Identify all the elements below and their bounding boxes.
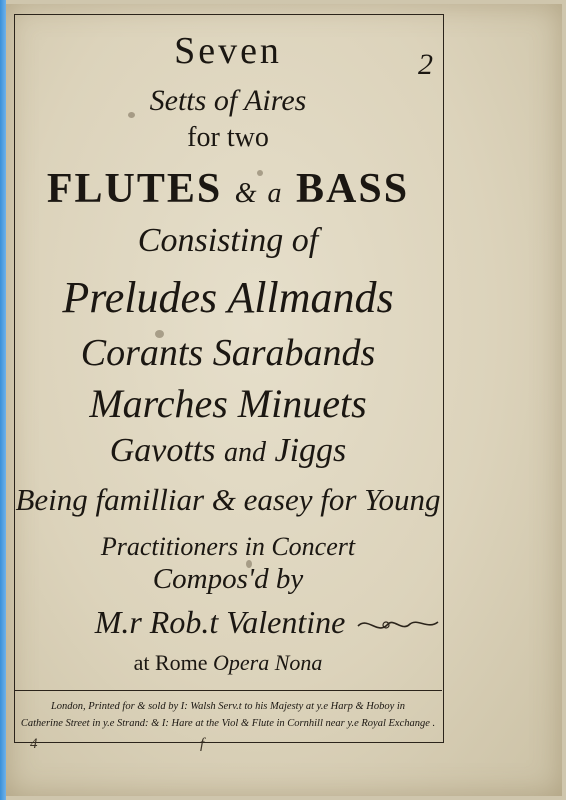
bottom-mark-left: 4	[30, 736, 38, 752]
title-and-a: & a	[234, 178, 284, 209]
title-gavotts: Gavotts	[109, 432, 216, 469]
opera: Opera	[213, 650, 270, 675]
bottom-mark-center: f	[200, 736, 205, 752]
imprint-line-2: Catherine Street in y.e Strand: & I: Hare at the Viol & Flute in Cornhill near y.e Royal Exchange .	[20, 718, 436, 729]
title-flutes: FLUTES	[46, 166, 223, 212]
page-number: 2	[418, 48, 433, 81]
composer-name: M.r Rob.t Valentine	[94, 604, 346, 640]
title-corants-sarabands: Corants Sarabands	[80, 332, 376, 374]
description-practitioners: Practitioners in Concert	[100, 532, 356, 561]
flourish-ornament	[356, 612, 440, 638]
imprint-line-1: London, Printed for & sold by I: Walsh Serv.t to his Majesty at y.e Harp & Hoboy in	[50, 701, 406, 712]
description-being-familliar: Being familliar & easey for Young	[15, 482, 441, 517]
opus-line	[14, 652, 442, 674]
title-for-two: for two	[187, 122, 269, 153]
title-seven: Seven	[174, 30, 282, 72]
title-bass: BASS	[296, 166, 410, 212]
title-preludes-allmands: Preludes Allmands	[62, 273, 394, 322]
title-gavotts-and-jiggs	[14, 434, 442, 468]
title-and: and	[224, 437, 266, 468]
title-marches-minuets: Marches Minuets	[89, 381, 367, 426]
imprint-border	[14, 690, 442, 741]
opus-number: Nona	[274, 650, 323, 675]
at-rome: at Rome	[133, 650, 208, 675]
title-consisting-of: Consisting of	[137, 222, 319, 259]
title-flutes-and-bass	[14, 168, 442, 210]
title-jiggs: Jiggs	[274, 432, 347, 469]
title-setts-of-aires: Setts of Aires	[149, 84, 307, 117]
composd-by: Compos'd by	[152, 563, 304, 595]
